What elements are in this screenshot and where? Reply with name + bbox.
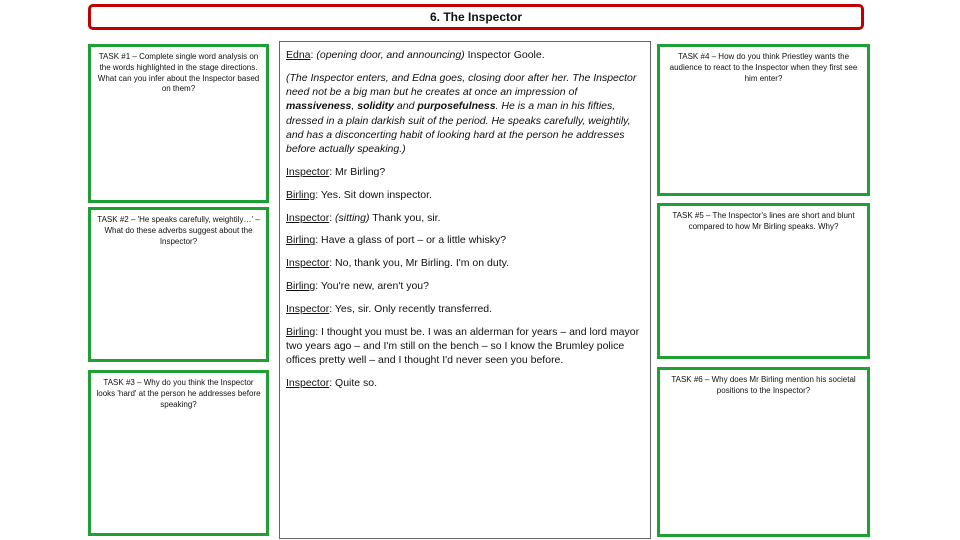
stage-direction: (opening door, and announcing) <box>316 49 465 61</box>
speaker-separator: : <box>315 188 321 201</box>
script-line <box>286 279 644 293</box>
speaker-name: Birling <box>286 234 316 247</box>
speaker-name: Edna <box>286 49 311 61</box>
speaker-separator: : <box>315 234 322 247</box>
task-3-box <box>88 370 269 536</box>
stage-directions-paragraph <box>286 71 644 157</box>
stage-text: and <box>394 100 418 113</box>
script-line <box>286 376 644 390</box>
speaker-separator: : <box>329 377 336 390</box>
dialogue-text: Thank you, sir. <box>369 211 441 224</box>
speaker-separator: : <box>329 166 336 179</box>
speaker-separator: : <box>315 280 321 293</box>
speaker-name: Inspector <box>286 166 330 179</box>
dialogue-text: Quite so. <box>335 377 378 390</box>
script-line <box>286 325 644 368</box>
task-1-box <box>88 44 269 203</box>
stage-text: (The Inspector enters, and Edna goes, closing door after her. The Inspector need not be a big man but he creates at once an impression of <box>286 71 637 99</box>
stage-direction: (sitting) <box>335 211 370 224</box>
speaker-name: Birling <box>286 325 316 338</box>
speaker-separator: : <box>329 302 335 315</box>
script-line <box>286 188 644 202</box>
speaker-name: Inspector <box>286 302 330 315</box>
speaker-separator: : <box>310 49 317 61</box>
script-line <box>286 165 644 179</box>
dialogue-text: You're new, aren't you? <box>320 280 429 293</box>
dialogue-text: No, thank you, Mr Birling. I'm on duty. <box>335 257 510 270</box>
speaker-name: Inspector <box>286 257 330 270</box>
task-6-box <box>657 367 870 537</box>
play-script-extract <box>279 41 651 539</box>
speaker-name: Inspector <box>286 377 330 390</box>
highlighted-word-purposefulness: purposefulness <box>417 100 496 113</box>
dialogue-text: Inspector Goole. <box>464 49 545 61</box>
task-3-label: TASK #3 – Why do you think the Inspector looks 'hard' at the person he addresses before speaking? <box>96 378 261 409</box>
stage-text: , <box>351 100 358 113</box>
highlighted-word-solidity: solidity <box>357 100 394 113</box>
highlighted-word-massiveness: massiveness <box>286 100 352 113</box>
script-line <box>286 302 644 316</box>
dialogue-text: I thought you must be. I was an alderman for years – and lord mayor two years ago – and I'm still on the bench – so I know the Brumley police offices pretty well – and I thought I'd never seen you before. <box>286 325 640 367</box>
speaker-separator: : <box>329 211 336 224</box>
task-5-label: TASK #5 – The Inspector's lines are short and blunt compared to how Mr Birling speaks. Why? <box>672 211 855 231</box>
task-5-box <box>657 203 870 359</box>
task-6-label: TASK #6 – Why does Mr Birling mention his societal positions to the Inspector? <box>671 375 856 395</box>
stage-text: . He is a man in his fifties, dressed in a plain darkish suit of the period. He speaks carefully, weightily, and has a disconcerting habit of looking hard at the person he addresses before actually speaking.) <box>286 100 631 156</box>
script-line <box>286 233 644 247</box>
speaker-name: Birling <box>286 280 316 293</box>
dialogue-text: Yes, sir. Only recently transferred. <box>334 302 493 315</box>
task-4-label: TASK #4 – How do you think Priestley wants the audience to react to the Inspector when they first see him enter? <box>669 52 858 83</box>
task-4-box <box>657 44 870 196</box>
task-1-label: TASK #1 – Complete single word analysis on the words highlighted in the stage directions. What can you infer about the Inspector based on them? <box>97 52 260 94</box>
script-line-edna <box>286 48 644 62</box>
script-line <box>286 256 644 270</box>
slide-title: 6. The Inspector <box>88 4 864 30</box>
dialogue-text: Yes. Sit down inspector. <box>320 188 432 201</box>
speaker-separator: : <box>315 325 322 338</box>
dialogue-text: Mr Birling? <box>335 166 386 179</box>
script-line <box>286 211 644 225</box>
task-2-label: TASK #2 – 'He speaks carefully, weightily…' – What do these adverbs suggest about the Inspector? <box>97 215 260 246</box>
speaker-separator: : <box>329 257 336 270</box>
speaker-name: Birling <box>286 188 316 201</box>
dialogue-text: Have a glass of port – or a little whisky? <box>321 234 507 247</box>
speaker-name: Inspector <box>286 211 330 224</box>
task-2-box <box>88 207 269 362</box>
